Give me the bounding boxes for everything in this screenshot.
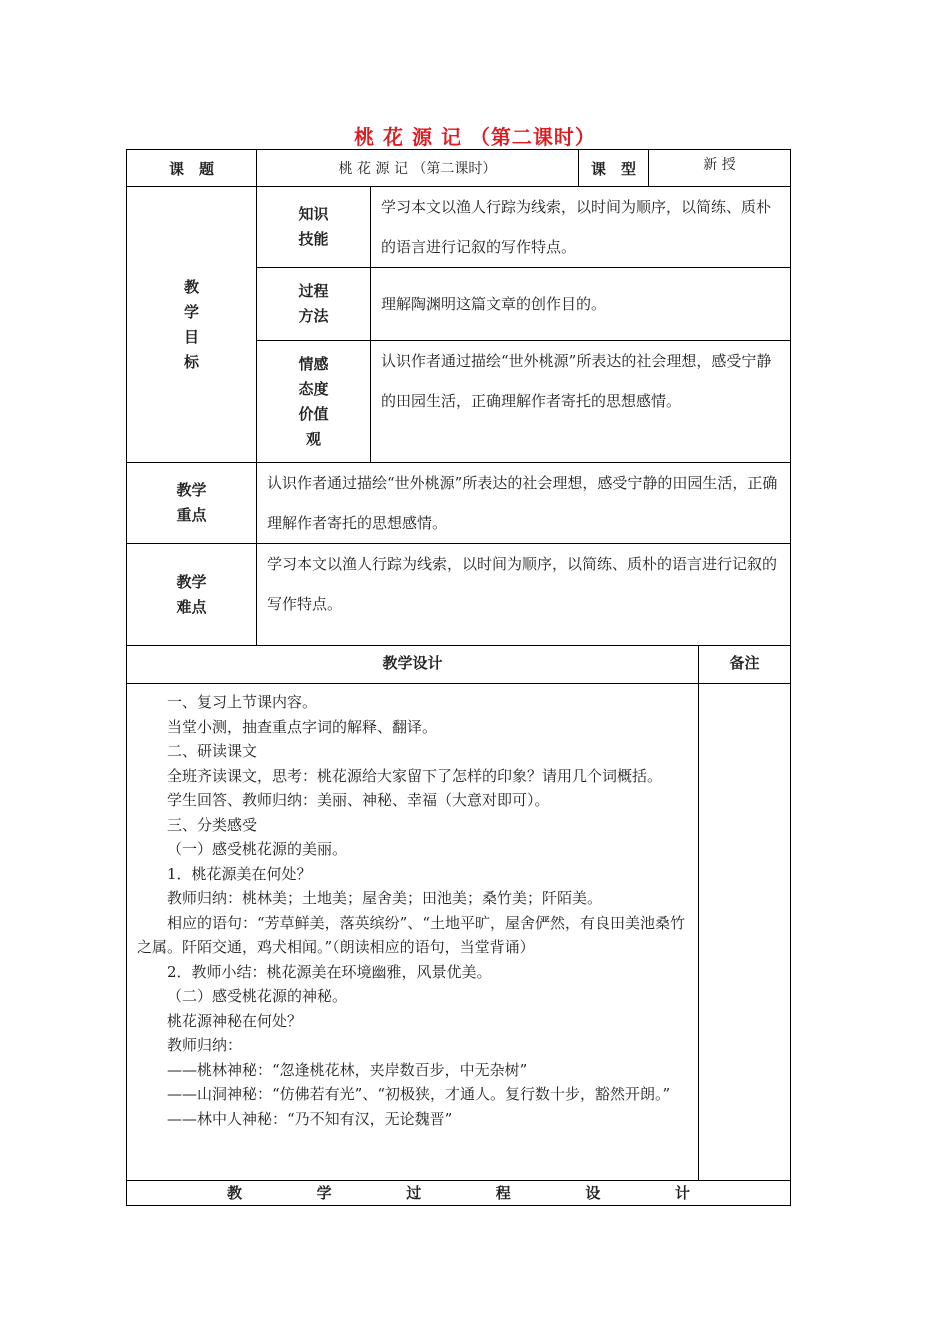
design-header-row [127, 646, 791, 684]
page-title: 桃 花 源 记 （第二课时） [354, 125, 596, 149]
emotion-label: 情感 态度 价值 观 [257, 341, 371, 463]
lesson-plan-table [126, 149, 791, 1206]
knowledge-label: 知识 技能 [257, 187, 371, 268]
topic-value: 桃 花 源 记 （第二课时） [257, 150, 579, 187]
footer-heading: 教 学 过 程 设 计 [227, 1184, 690, 1202]
design-line: ——山洞神秘：“仿佛若有光”、“初极狭，才通人。复行数十步，豁然开朗。” [167, 1085, 671, 1103]
key-point-text: 认识作者通过描绘“世外桃源”所表达的社会理想，感受宁静的田园生活，正确理解作者寄托的思想感情。 [257, 463, 791, 544]
topic-label: 课 题 [127, 150, 257, 187]
design-line: ——林中人神秘：“乃不知有汉，无论魏晋” [167, 1109, 453, 1128]
design-content [127, 684, 699, 1181]
design-line: 1．桃花源美在何处？ [167, 864, 312, 883]
design-line: （一）感受桃花源的美丽。 [167, 840, 348, 858]
design-line: （二）感受桃花源的神秘。 [167, 987, 348, 1005]
design-line: 学生回答、教师归纳：美丽、神秘、幸福（大意对即可）。 [167, 791, 550, 809]
footer-cell [127, 1181, 791, 1206]
difficulty-label: 教学 难点 [127, 544, 257, 646]
design-line: 三、分类感受 [167, 815, 258, 834]
key-point-label: 教学 重点 [127, 463, 257, 544]
design-line: ——桃林神秘：“忽逢桃花林，夹岸数百步，中无杂树” [167, 1060, 528, 1079]
footer-row [127, 1181, 791, 1206]
design-line: 二、研读课文 [167, 742, 258, 760]
design-line: 教师归纳：桃林美；土地美；屋舍美；田池美；桑竹美；阡陌美。 [167, 889, 603, 907]
design-body-row [127, 684, 791, 1181]
design-line: 相应的语句：“芳草鲜美，落英缤纷”、“土地平旷，屋舍俨然，有良田美池桑竹之属。阡陌交通，鸡犬相闻。”（朗读相应的语句，当堂背诵） [137, 913, 686, 956]
design-line: 2．教师小结：桃花源美在环境幽雅，风景优美。 [167, 962, 492, 981]
process-label: 过程 方法 [257, 268, 371, 341]
notes-cell [699, 684, 791, 1181]
key-point-row [127, 463, 791, 544]
objectives-label: 教 学 目 标 [127, 187, 257, 463]
design-line: 全班齐读课文，思考：桃花源给大家留下了怎样的印象？请用几个词概括。 [167, 766, 663, 785]
notes-label: 备注 [699, 646, 791, 684]
objective-row-knowledge [127, 187, 791, 268]
emotion-text: 认识作者通过描绘“世外桃源”所表达的社会理想，感受宁静的田园生活，正确理解作者寄托的思想感情。 [371, 341, 791, 463]
process-text: 理解陶渊明这篇文章的创作目的。 [371, 268, 791, 341]
design-line: 教师归纳： [167, 1036, 243, 1054]
difficulty-text: 学习本文以渔人行踪为线索，以时间为顺序，以简练、质朴的语言进行记叙的写作特点。 [257, 544, 791, 646]
design-line: 桃花源神秘在何处？ [167, 1011, 303, 1030]
design-label: 教学设计 [127, 646, 699, 684]
type-label: 课 型 [579, 150, 649, 187]
knowledge-text: 学习本文以渔人行踪为线索，以时间为顺序，以简练、质朴的语言进行记叙的写作特点。 [371, 187, 791, 268]
type-value: 新 授 [649, 150, 791, 187]
difficulty-row [127, 544, 791, 646]
header-row [127, 150, 791, 187]
design-line: 一、复习上节课内容。 [167, 693, 318, 711]
design-line: 当堂小测，抽查重点字词的解释、翻译。 [167, 717, 438, 736]
